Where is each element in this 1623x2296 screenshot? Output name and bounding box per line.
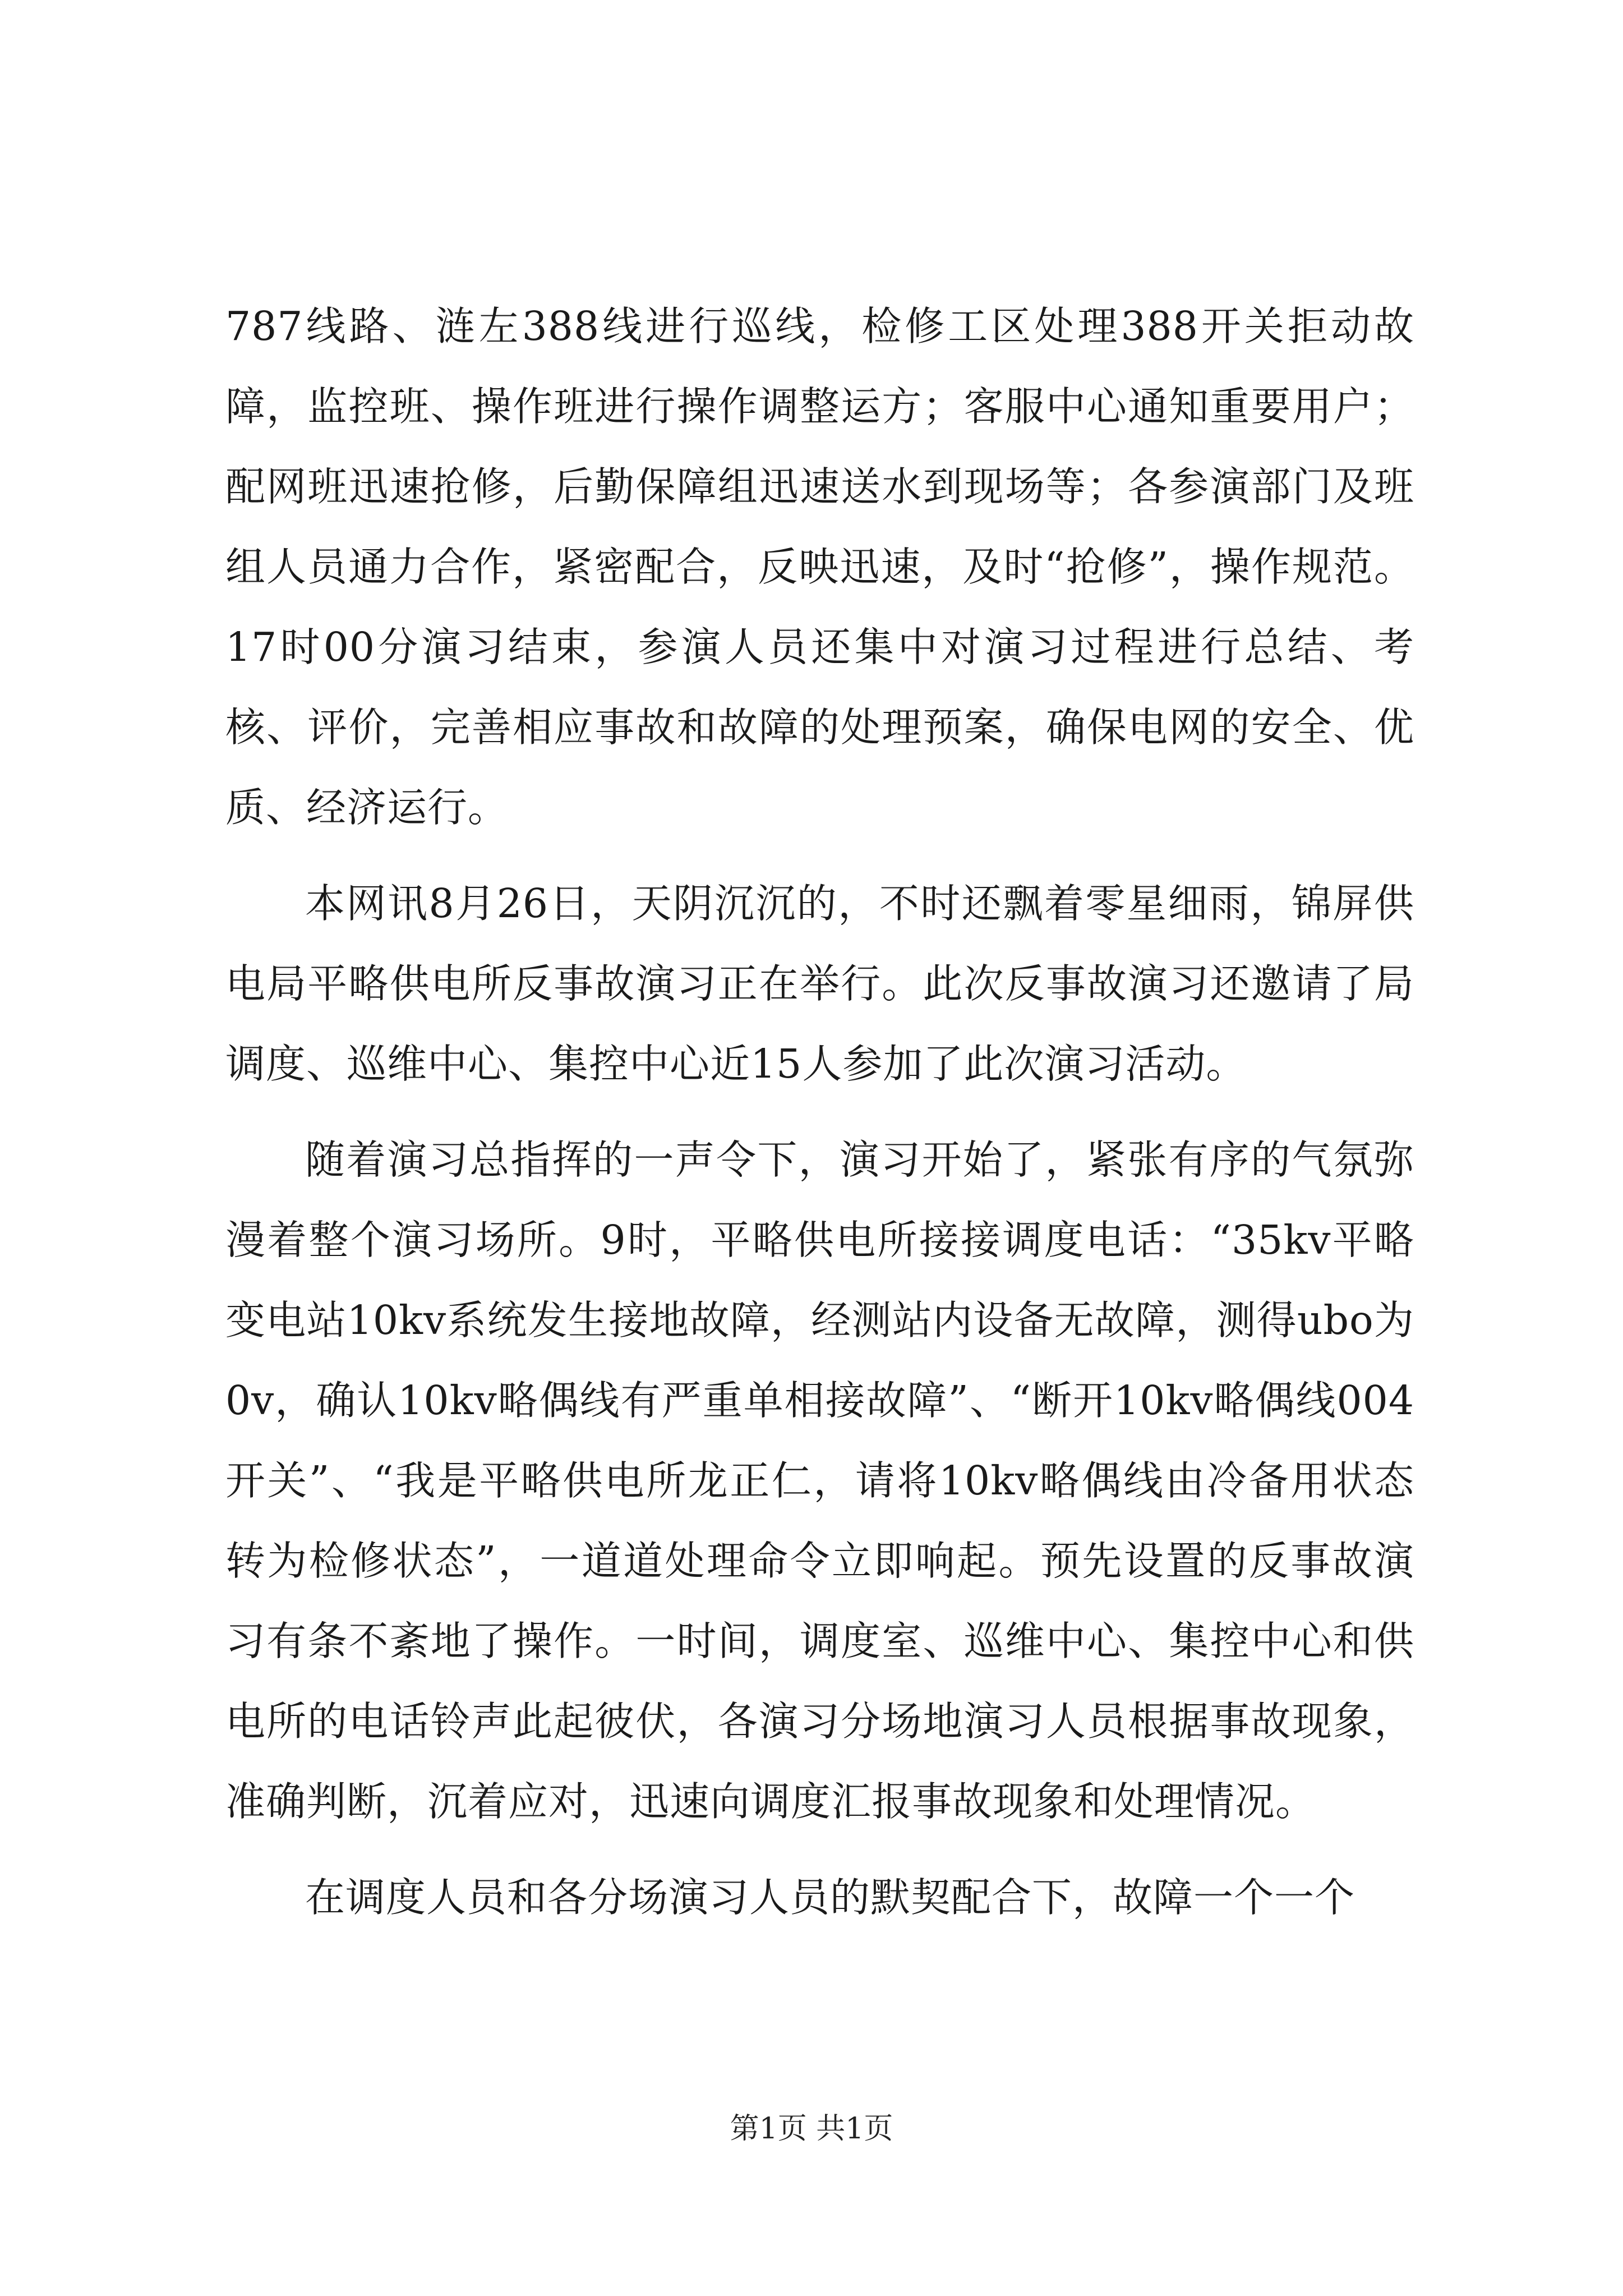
paragraph-1: 787线路、涟左388线进行巡线，检修工区处理388开关拒动故障，监控班、操作班进行操作调整运方；客服中心通知重要用户；配网班迅速抢修，后勤保障组迅速送水到现场等；各参演部门及班组人员通力合作，紧密配合，反映迅速，及时“抢修”，操作规范。17时00分演习结束，参演人员还集中对演习过程进行总结、考核、评价，完善相应事故和故障的处理预案，确保电网的安全、优质、经济运行。 [225,303,1414,831]
paragraph-4: 在调度人员和各分场演习人员的默契配合下，故障一个一个 [305,1874,1355,1921]
paragraph-3: 随着演习总指挥的一声令下，演习开始了，紧张有序的气氛弥漫着整个演习场所。9时，平略供电所接接调度电话：“35kv平略变电站10kv系统发生接地故障，经测站内设备无故障，测得ubo为0v，确认10kv略偶线有严重单相接故障”、“断开10kv略偶线004开关”、“我是平略供电所龙正仁，请将10kv略偶线由冷备用状态转为检修状态”，一道道处理命令立即响起。预先设置的反事故演习有条不紊地了操作。一时间，调度室、巡维中心、集控中心和供电所的电话铃声此起彼伏，各演习分场地演习人员根据事故现象，准确判断，沉着应对，迅速向调度汇报事故现象和处理情况。 [225,1137,1414,1825]
paragraph-2: 本网讯8月26日，天阴沉沉的，不时还飘着零星细雨，锦屏供电局平略供电所反事故演习正在举行。此次反事故演习还邀请了局调度、巡维中心、集控中心近15人参加了此次演习活动。 [225,880,1414,1087]
document-body [225,286,1414,1953]
page-footer: 第1页 共1页 [730,2112,893,2146]
